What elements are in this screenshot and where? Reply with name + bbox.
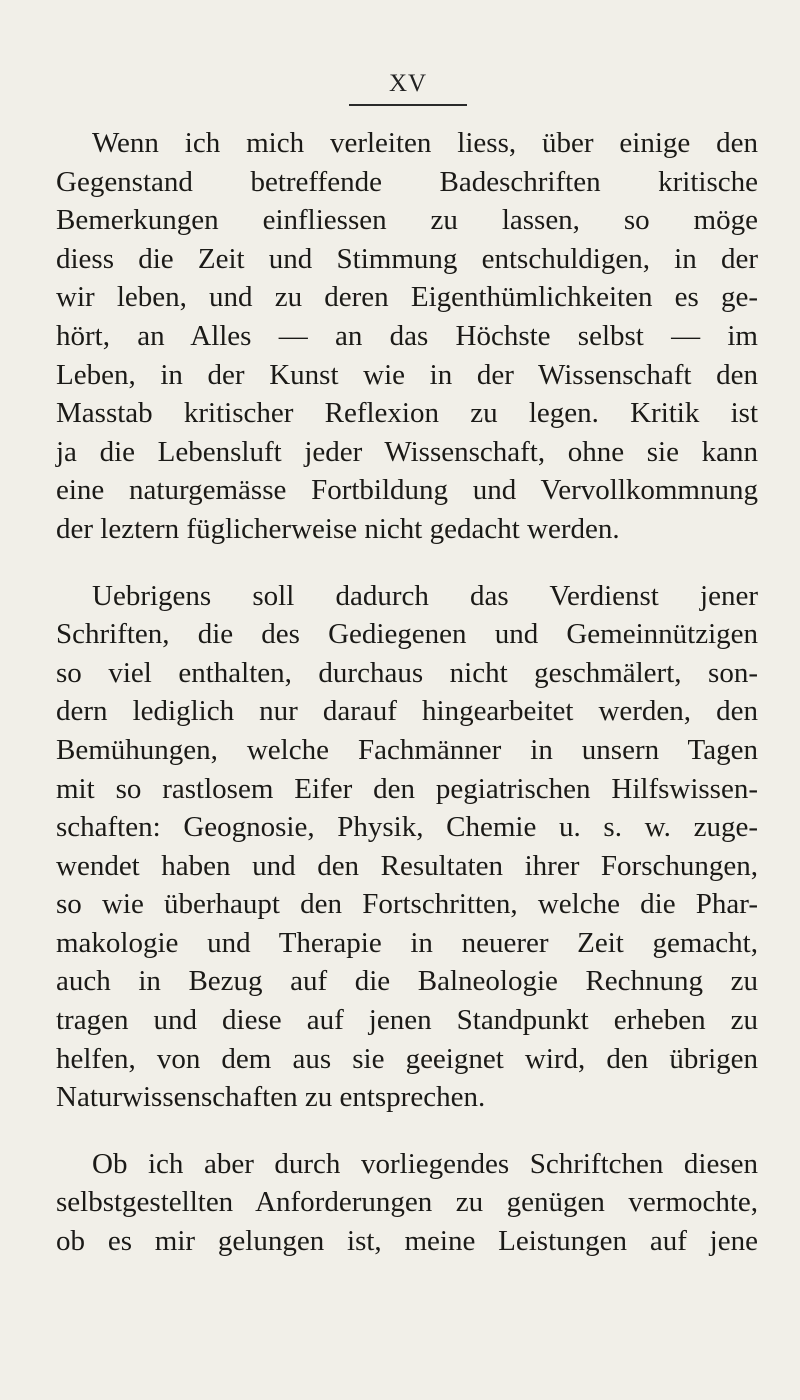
text-line: tragen und diese auf jenen Standpunkt erheben zu [56,1004,758,1037]
text-line: Bemerkungen einfliessen zu lassen, so möge [56,204,758,237]
text-line: selbstgestellten Anforderungen zu genügen vermochte, [56,1186,758,1219]
text-line: ja die Lebensluft jeder Wissenschaft, ohne sie kann [56,435,758,468]
paragraph-3 [56,1145,758,1261]
body-text [56,124,758,1261]
text-line: Wenn ich mich verleiten liess, über einige den [92,127,758,159]
text-line: ob es mir gelungen ist, meine Leistungen auf jene [56,1225,758,1258]
text-line: helfen, von dem aus sie geeignet wird, den übrigen [56,1042,758,1075]
paragraph-spacer [56,1117,758,1145]
page-header [0,70,800,106]
text-line: Ob ich aber durch vorliegendes Schriftchen diesen [92,1147,758,1180]
page-number: XV [349,70,467,106]
text-line: auch in Bezug auf die Balneologie Rechnung zu [56,965,758,998]
text-line: wir leben, und zu deren Eigenthümlichkeiten es ge- [56,281,758,314]
text-line: Naturwissenschaften zu entsprechen. [56,1081,486,1114]
text-line: eine naturgemässe Fortbildung und Vervollkommnung [56,474,758,507]
text-line: so viel enthalten, durchaus nicht geschmälert, son- [56,656,758,689]
text-line: wendet haben und den Resultaten ihrer Forschungen, [56,849,758,882]
text-line: schaften: Geognosie, Physik, Chemie u. s. w. zuge- [56,811,758,844]
text-line: mit so rastlosem Eifer den pegiatrischen Hilfswissen- [56,772,758,805]
text-line: dern lediglich nur darauf hingearbeitet werden, den [56,695,758,728]
text-line: Uebrigens soll dadurch das Verdienst jener [92,579,758,612]
text-line: Leben, in der Kunst wie in der Wissenschaft den [56,358,758,391]
text-line: diess die Zeit und Stimmung entschuldigen, in der [56,242,758,275]
text-line: der leztern füglicherweise nicht gedacht werden. [56,512,620,545]
paragraph-2 [56,577,758,1117]
text-line: Masstab kritischer Reflexion zu legen. Kritik ist [56,397,758,430]
text-line: so wie überhaupt den Fortschritten, welche die Phar- [56,888,758,921]
text-line: Gegenstand betreffende Badeschriften kritische [56,165,758,198]
text-line: Bemühungen, welche Fachmänner in unsern Tagen [56,733,758,766]
paragraph-spacer [56,549,758,577]
paragraph-1 [56,124,758,549]
text-line: Schriften, die des Gediegenen und Gemeinnützigen [56,618,758,651]
text-line: hört, an Alles — an das Höchste selbst — im [56,319,758,352]
text-line: makologie und Therapie in neuerer Zeit gemacht, [56,926,758,959]
